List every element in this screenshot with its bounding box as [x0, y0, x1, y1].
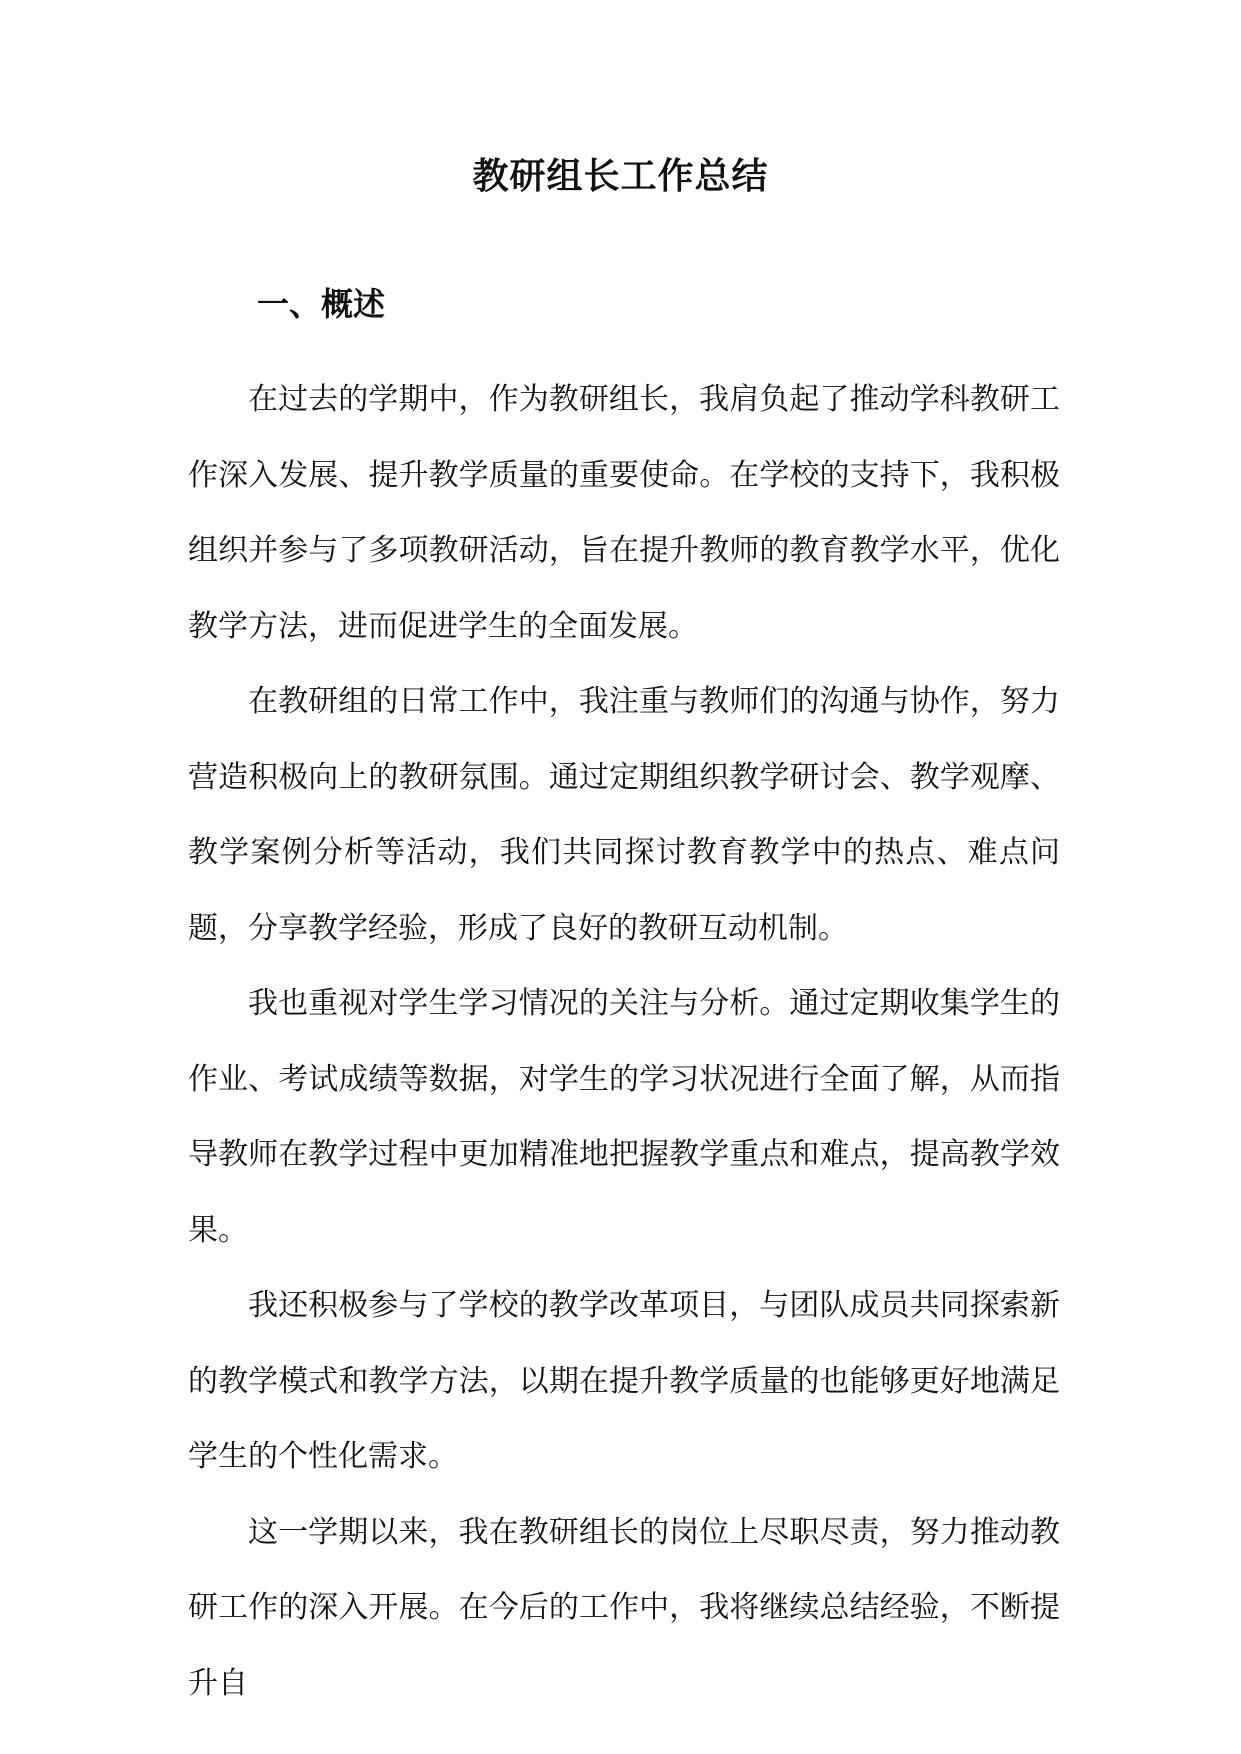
paragraph-5: 这一学期以来，我在教研组长的岗位上尽职尽责，努力推动教研工作的深入开展。在今后的工作中，我将继续总结经验，不断提升自	[188, 1514, 1060, 1701]
document-title: 教研组长工作总结	[472, 155, 769, 197]
paragraph-1: 在过去的学期中，作为教研组长，我肩负起了推动学科教研工作深入发展、提升教学质量的重要使命。在学校的支持下，我积极组织并参与了多项教研活动，旨在提升教师的教育教学水平，优化教学方法，进而促进学生的全面发展。	[188, 382, 1060, 644]
paragraph-2: 在教研组的日常工作中，我注重与教师们的沟通与协作，努力营造积极向上的教研氛围。通过定期组织教学研讨会、教学观摩、教学案例分析等活动，我们共同探讨教育教学中的热点、难点问题，分享教学经验，形成了良好的教研互动机制。	[188, 684, 1060, 946]
document-body	[188, 362, 1060, 1721]
section-heading: 一、概述	[257, 285, 386, 323]
paragraph-3: 我也重视对学生学习情况的关注与分析。通过定期收集学生的作业、考试成绩等数据，对学生的学习状况进行全面了解，从而指导教师在教学过程中更加精准地把握教学重点和难点，提高教学效果。	[188, 986, 1060, 1248]
paragraph-4: 我还积极参与了学校的教学改革项目，与团队成员共同探索新的教学模式和教学方法，以期在提升教学质量的也能够更好地满足学生的个性化需求。	[188, 1288, 1060, 1474]
